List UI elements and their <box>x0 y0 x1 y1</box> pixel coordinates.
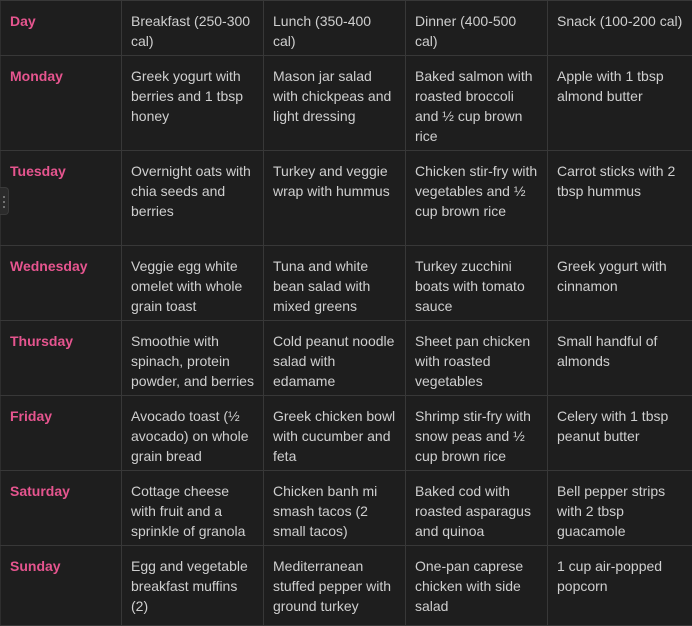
breakfast-cell[interactable]: Avocado toast (½ avocado) on whole grain bread <box>122 396 264 471</box>
breakfast-cell[interactable]: Overnight oats with chia seeds and berries <box>122 151 264 246</box>
table-row <box>1 151 692 246</box>
snack-cell[interactable]: Carrot sticks with 2 tbsp hummus <box>548 151 692 246</box>
table-row <box>1 396 692 471</box>
dinner-cell[interactable]: Baked salmon with roasted broccoli and ½ cup brown rice <box>406 56 548 151</box>
dinner-cell[interactable]: Baked cod with roasted asparagus and quinoa <box>406 471 548 546</box>
breakfast-cell[interactable]: Greek yogurt with berries and 1 tbsp honey <box>122 56 264 151</box>
day-cell[interactable]: Thursday <box>1 321 122 396</box>
snack-cell[interactable]: Celery with 1 tbsp peanut butter <box>548 396 692 471</box>
day-cell[interactable]: Wednesday <box>1 246 122 321</box>
dinner-cell[interactable]: Turkey zucchini boats with tomato sauce <box>406 246 548 321</box>
table-row <box>1 246 692 321</box>
day-cell[interactable]: Tuesday <box>1 151 122 246</box>
vertical-dots-icon[interactable] <box>0 187 9 215</box>
lunch-cell[interactable]: Chicken banh mi smash tacos (2 small tacos) <box>264 471 406 546</box>
dinner-cell[interactable]: Chicken stir-fry with vegetables and ½ cup brown rice <box>406 151 548 246</box>
header-lunch[interactable]: Lunch (350-400 cal) <box>264 1 406 56</box>
snack-cell[interactable]: Greek yogurt with cinnamon <box>548 246 692 321</box>
lunch-cell[interactable]: Greek chicken bowl with cucumber and feta <box>264 396 406 471</box>
day-cell[interactable]: Friday <box>1 396 122 471</box>
day-cell[interactable]: Saturday <box>1 471 122 546</box>
breakfast-cell[interactable]: Veggie egg white omelet with whole grain toast <box>122 246 264 321</box>
lunch-cell[interactable]: Mediterranean stuffed pepper with ground turkey <box>264 546 406 626</box>
table-row <box>1 56 692 151</box>
lunch-cell[interactable]: Tuna and white bean salad with mixed greens <box>264 246 406 321</box>
lunch-cell[interactable]: Mason jar salad with chickpeas and light dressing <box>264 56 406 151</box>
snack-cell[interactable]: Apple with 1 tbsp almond butter <box>548 56 692 151</box>
handle-dot <box>3 206 5 208</box>
day-cell[interactable]: Sunday <box>1 546 122 626</box>
breakfast-cell[interactable]: Smoothie with spinach, protein powder, and berries <box>122 321 264 396</box>
day-cell[interactable]: Monday <box>1 56 122 151</box>
header-dinner[interactable]: Dinner (400-500 cal) <box>406 1 548 56</box>
snack-cell[interactable]: 1 cup air-popped popcorn <box>548 546 692 626</box>
snack-cell[interactable]: Bell pepper strips with 2 tbsp guacamole <box>548 471 692 546</box>
header-day[interactable]: Day <box>1 1 122 56</box>
header-breakfast[interactable]: Breakfast (250-300 cal) <box>122 1 264 56</box>
lunch-cell[interactable]: Turkey and veggie wrap with hummus <box>264 151 406 246</box>
handle-dot <box>3 196 5 198</box>
dinner-cell[interactable]: Sheet pan chicken with roasted vegetables <box>406 321 548 396</box>
breakfast-cell[interactable]: Egg and vegetable breakfast muffins (2) <box>122 546 264 626</box>
lunch-cell[interactable]: Cold peanut noodle salad with edamame <box>264 321 406 396</box>
dinner-cell[interactable]: One-pan caprese chicken with side salad <box>406 546 548 626</box>
dinner-cell[interactable]: Shrimp stir-fry with snow peas and ½ cup brown rice <box>406 396 548 471</box>
table-row <box>1 546 692 626</box>
header-row <box>1 1 692 56</box>
breakfast-cell[interactable]: Cottage cheese with fruit and a sprinkle of granola <box>122 471 264 546</box>
handle-dot <box>3 201 5 203</box>
table-row <box>1 321 692 396</box>
table-row <box>1 471 692 546</box>
header-snack[interactable]: Snack (100-200 cal) <box>548 1 692 56</box>
snack-cell[interactable]: Small handful of almonds <box>548 321 692 396</box>
